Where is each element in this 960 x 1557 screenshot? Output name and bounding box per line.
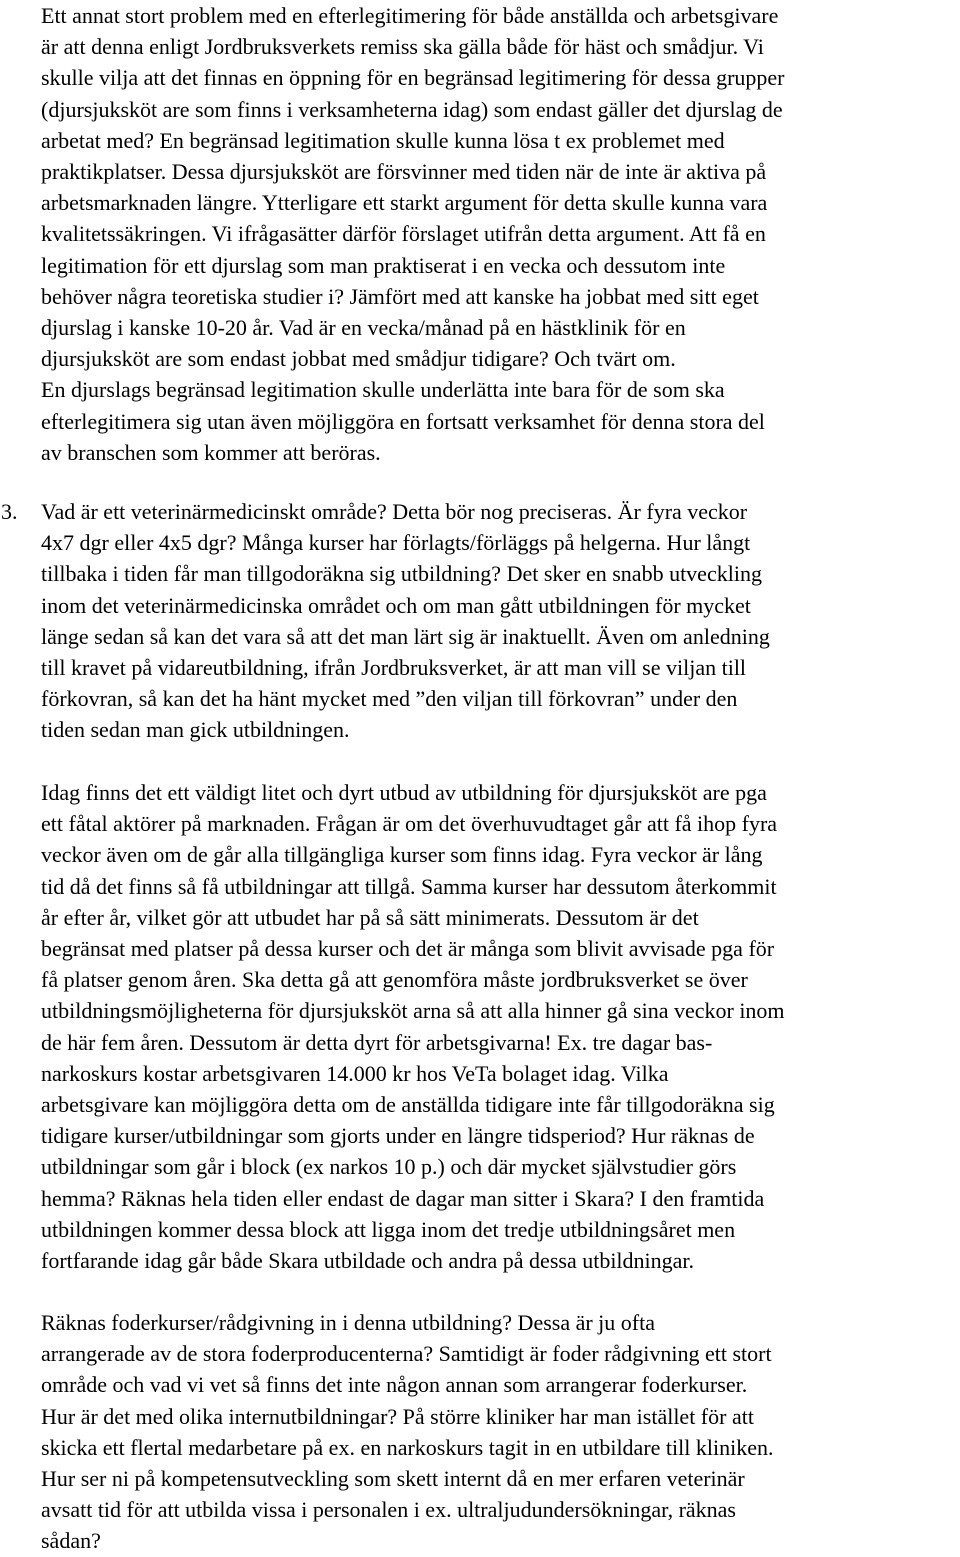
text-line: område och vad vi vet så finns det inte någon annan som arrangerar foderkurser. [41, 1372, 748, 1398]
text-line: avsatt tid för att utbilda vissa i personalen i ex. ultraljudundersökningar, räknas [41, 1497, 736, 1523]
text-line: praktikplatser. Dessa djursjuksköt are försvinner med tiden när de inte är aktiva på [41, 159, 767, 185]
text-line: förkovran, så kan det ha hänt mycket med ”den viljan till förkovran” under den [41, 686, 738, 712]
text-line: av branschen som kommer att beröras. [41, 439, 381, 465]
text-line: djursjuksköt are som endast jobbat med smådjur tidigare? Och tvärt om. [41, 346, 676, 372]
text-line: behöver några teoretiska studier i? Jämfört med att kanske ha jobbat med sitt eget [41, 283, 759, 309]
text-line: hemma? Räknas hela tiden eller endast de dagar man sitter i Skara? I den framtida [41, 1185, 765, 1211]
text-line: Idag finns det ett väldigt litet och dyrt utbud av utbildning för djursjuksköt are pga [41, 780, 767, 805]
text-line: arbetsgivare kan möjliggöra detta om de anställda tidigare inte får tillgodoräkna sig [41, 1092, 775, 1118]
text-line: narkoskurs kostar arbetsgivaren 14.000 kr hos VeTa bolaget idag. Vilka [41, 1060, 669, 1086]
list-item-3-paragraph [41, 496, 951, 746]
text-line: veckor även om de går alla tillgängliga kurser som finns idag. Fyra veckor är lång [41, 842, 763, 868]
text-line: arrangerade av de stora foderproducenterna? Samtidigt är foder rådgivning ett stort [41, 1341, 772, 1367]
text-line: Ett annat stort problem med en efterlegitimering för både anställda och arbetsgivare [41, 3, 779, 28]
text-line: år efter år, vilket gör att utbudet har på så sätt minimerats. Dessutom är det [41, 904, 699, 930]
feed-courses-paragraph [41, 1307, 951, 1557]
text-line: skulle vilja att det finnas en öppning för en begränsad legitimering för dessa grupper [41, 65, 785, 91]
text-line: 4x7 dgr eller 4x5 dgr? Många kurser har förlagts/förläggs på helgerna. Hur långt [41, 530, 751, 556]
text-line: sådan? [41, 1528, 101, 1554]
training-supply-paragraph [41, 777, 951, 1276]
text-line: till kravet på vidareutbildning, ifrån Jordbruksverket, är att man vill se viljan till [41, 655, 747, 681]
text-line: utbildningar som går i block (ex narkos 10 p.) och där mycket självstudier görs [41, 1154, 737, 1180]
text-line: efterlegitimera sig utan även möjliggöra en fortsatt verksamhet för denna stora del [41, 408, 765, 434]
text-line: länge sedan så kan det vara så att det man lärt sig är inaktuellt. Även om anledning [41, 623, 770, 649]
intro-paragraph [41, 0, 951, 468]
text-line: arbetsmarknaden längre. Ytterligare ett starkt argument för detta skulle kunna vara [41, 190, 768, 216]
text-line: Vad är ett veterinärmedicinskt område? Detta bör nog preciseras. Är fyra veckor [41, 499, 748, 524]
text-line: Räknas foderkurser/rådgivning in i denna utbildning? Dessa är ju ofta [41, 1310, 656, 1335]
text-line: fortfarande idag går både Skara utbildade och andra på dessa utbildningar. [41, 1248, 695, 1274]
text-line: få platser genom åren. Ska detta gå att genomföra måste jordbruksverket se över [41, 967, 748, 993]
text-line: är att denna enligt Jordbruksverkets remiss ska gälla både för häst och smådjur. Vi [41, 34, 764, 60]
text-line: En djurslags begränsad legitimation skulle underlätta inte bara för de som ska [41, 377, 725, 403]
text-line: begränsat med platser på dessa kurser och det är många som blivit avvisade pga för [41, 936, 775, 962]
text-line: tidigare kurser/utbildningar som gjorts under en längre tidsperiod? Hur räknas de [41, 1123, 755, 1149]
text-line: djurslag i kanske 10-20 år. Vad är en vecka/månad på en hästklinik för en [41, 315, 686, 341]
text-line: Hur är det med olika internutbildningar? På större kliniker har man istället för att [41, 1403, 754, 1429]
text-line: Hur ser ni på kompetensutveckling som skett internt då en mer erfaren veterinär [41, 1466, 745, 1492]
text-line: ett fåtal aktörer på marknaden. Frågan är om det överhuvudtaget går att få ihop fyra [41, 811, 778, 837]
text-line: inom det veterinärmedicinska området och om man gått utbildningen för mycket [41, 592, 751, 618]
text-line: tillbaka i tiden får man tillgodoräkna sig utbildning? Det sker en snabb utveckling [41, 561, 762, 587]
text-line: legitimation för ett djurslag som man praktiserat i en vecka och dessutom inte [41, 252, 726, 278]
text-line: (djursjuksköt are som finns i verksamheterna idag) som endast gäller det djurslag de [41, 96, 783, 122]
text-line: kvalitetssäkringen. Vi ifrågasätter därför förslaget utifrån detta argument. Att få en [41, 221, 766, 247]
text-line: tid då det finns så få utbildningar att tillgå. Samma kurser har dessutom återkommit [41, 873, 777, 899]
text-line: utbildningsmöjligheterna för djursjuksköt arna så att alla hinner gå sina veckor inom [41, 998, 785, 1024]
text-line: tiden sedan man gick utbildningen. [41, 717, 350, 743]
text-line: skicka ett flertal medarbetare på ex. en narkoskurs tagit in en utbildare till kliniken. [41, 1434, 774, 1460]
text-line: de här fem åren. Dessutom är detta dyrt för arbetsgivarna! Ex. tre dagar bas- [41, 1029, 713, 1055]
text-line: arbetat med? En begränsad legitimation skulle kunna lösa t ex problemet med [41, 127, 725, 153]
list-item-number: 3. [1, 499, 18, 524]
text-line: utbildningen kommer dessa block att ligga inom det tredje utbildningsåret men [41, 1216, 736, 1242]
